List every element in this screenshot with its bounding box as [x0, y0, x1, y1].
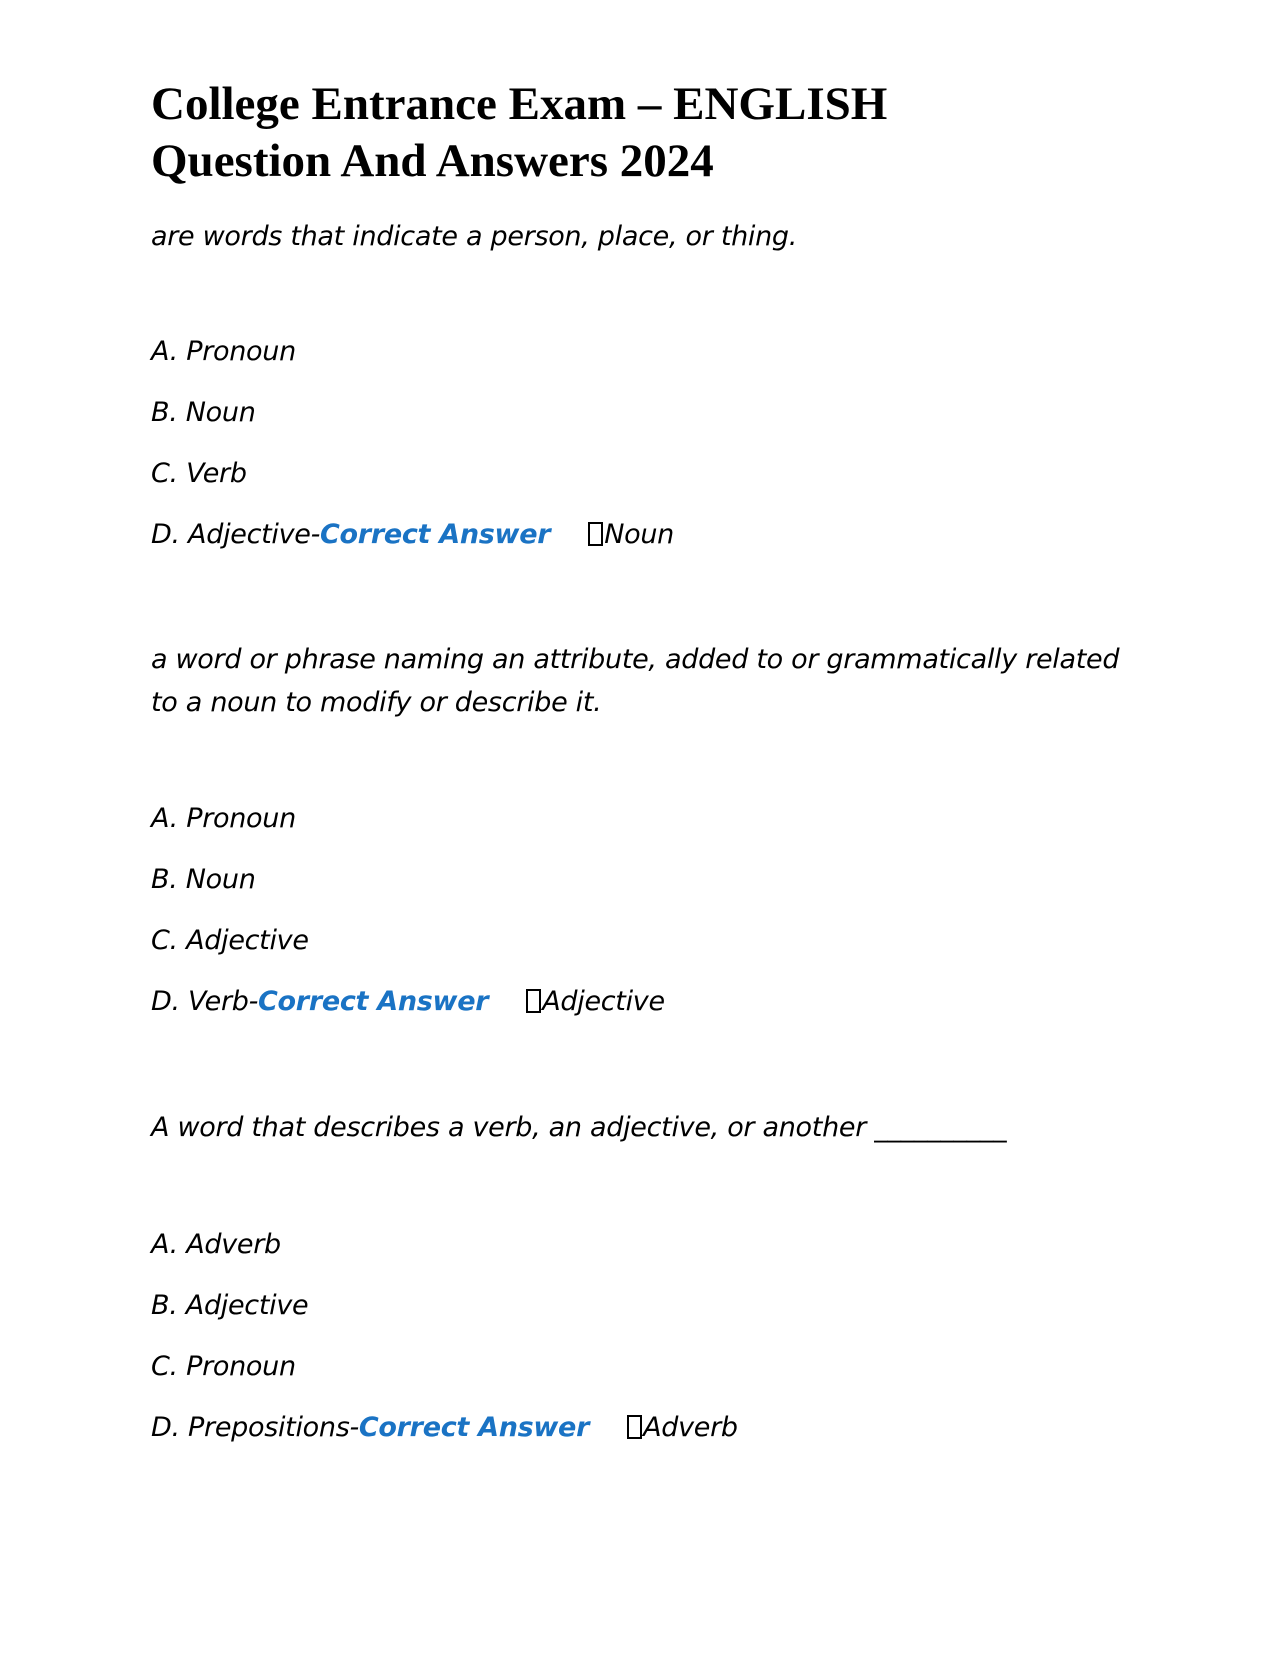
option-d-text: D. Verb- [151, 986, 259, 1017]
answer-options [151, 1225, 1151, 1469]
missing-glyph-icon [588, 522, 603, 546]
correct-answer-value: Adverb [643, 1412, 738, 1443]
option-c: C. Verb [151, 458, 247, 489]
option-a: A. Pronoun [151, 336, 296, 367]
question-3 [151, 1106, 1151, 1469]
missing-glyph-icon [526, 989, 541, 1013]
title-line-2: Question And Answers 2024 [151, 135, 714, 187]
option-d [151, 1408, 1151, 1469]
question-text: A word that describes a verb, an adjective, or another __________ [151, 1112, 1007, 1143]
option-b: B. Noun [151, 864, 256, 895]
option-b: B. Adjective [151, 1290, 309, 1321]
option-a: A. Adverb [151, 1229, 281, 1260]
correct-answer-value: Adjective [542, 986, 665, 1017]
option-d-text: D. Prepositions- [151, 1412, 359, 1443]
document-page [151, 76, 1151, 1443]
page-title [151, 76, 1151, 190]
option-b: B. Noun [151, 397, 256, 428]
question-1 [151, 215, 1151, 576]
question-text: a word or phrase naming an attribute, added to or grammatically related to a noun to modify or describe it. [151, 644, 1120, 718]
option-c: C. Pronoun [151, 1351, 296, 1382]
option-a: A. Pronoun [151, 803, 296, 834]
question-2 [151, 638, 1151, 1043]
question-text: are words that indicate a person, place, or thing. [151, 221, 798, 252]
correct-answer-label: Correct Answer [320, 519, 551, 550]
correct-answer-label: Correct Answer [258, 986, 489, 1017]
answer-options [151, 332, 1151, 576]
title-line-1: College Entrance Exam – ENGLISH [151, 78, 888, 130]
option-d [151, 982, 1151, 1043]
option-d [151, 515, 1151, 576]
correct-answer-value: Noun [604, 519, 674, 550]
missing-glyph-icon [627, 1415, 642, 1439]
option-c: C. Adjective [151, 925, 309, 956]
correct-answer-label: Correct Answer [358, 1412, 590, 1443]
option-d-text: D. Adjective- [151, 519, 321, 550]
answer-options [151, 799, 1151, 1043]
